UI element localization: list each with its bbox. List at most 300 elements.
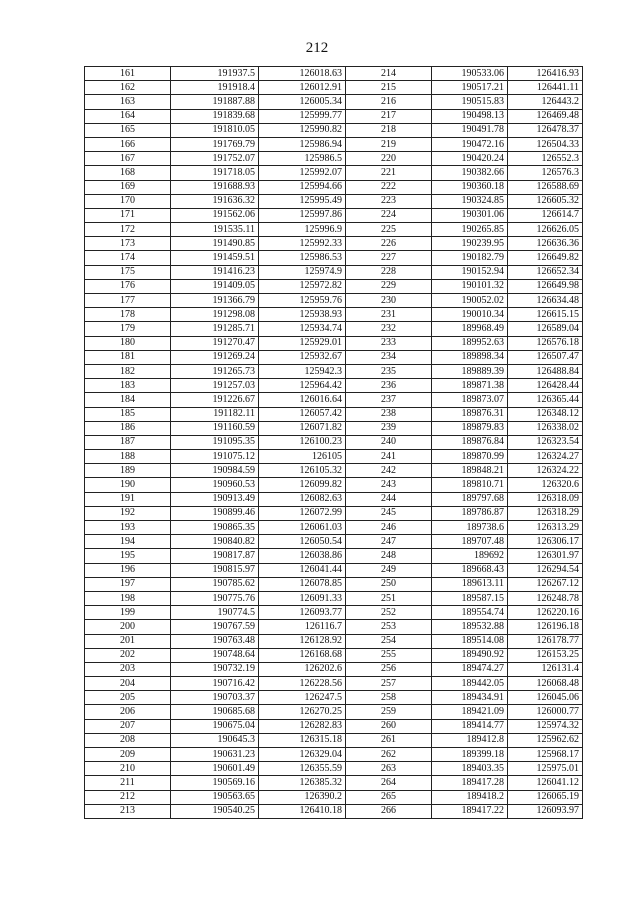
point-number-cell: 190 xyxy=(85,478,171,492)
y-coordinate-cell: 126443.2 xyxy=(508,95,583,109)
table-row xyxy=(85,265,583,279)
x-coordinate-cell: 190899.46 xyxy=(171,506,259,520)
point-number-cell: 174 xyxy=(85,251,171,265)
table-row xyxy=(85,464,583,478)
y-coordinate-cell: 126099.82 xyxy=(259,478,346,492)
table-row xyxy=(85,95,583,109)
point-number-cell: 265 xyxy=(346,790,432,804)
point-number-cell: 213 xyxy=(85,804,171,818)
x-coordinate-cell: 190472.16 xyxy=(432,137,508,151)
page-number: 212 xyxy=(305,40,329,56)
y-coordinate-cell: 126038.86 xyxy=(259,549,346,563)
point-number-cell: 223 xyxy=(346,194,432,208)
x-coordinate-cell: 190716.42 xyxy=(171,677,259,691)
table-row xyxy=(85,790,583,804)
y-coordinate-cell: 125986.53 xyxy=(259,251,346,265)
table-row xyxy=(85,407,583,421)
point-number-cell: 182 xyxy=(85,364,171,378)
table-row xyxy=(85,379,583,393)
x-coordinate-cell: 190774.5 xyxy=(171,606,259,620)
y-coordinate-cell: 126116.7 xyxy=(259,620,346,634)
point-number-cell: 259 xyxy=(346,705,432,719)
y-coordinate-cell: 126093.97 xyxy=(508,804,583,818)
y-coordinate-cell: 126649.82 xyxy=(508,251,583,265)
x-coordinate-cell: 191688.93 xyxy=(171,180,259,194)
point-number-cell: 230 xyxy=(346,294,432,308)
point-number-cell: 238 xyxy=(346,407,432,421)
x-coordinate-cell: 189474.27 xyxy=(432,662,508,676)
table-row xyxy=(85,535,583,549)
y-coordinate-cell: 126267.12 xyxy=(508,577,583,591)
y-coordinate-cell: 125959.76 xyxy=(259,294,346,308)
point-number-cell: 235 xyxy=(346,364,432,378)
y-coordinate-cell: 126091.33 xyxy=(259,591,346,605)
x-coordinate-cell: 190324.85 xyxy=(432,194,508,208)
y-coordinate-cell: 126355.59 xyxy=(259,762,346,776)
table-row xyxy=(85,322,583,336)
y-coordinate-cell: 126365.44 xyxy=(508,393,583,407)
x-coordinate-cell: 189797.68 xyxy=(432,492,508,506)
table-row xyxy=(85,662,583,676)
y-coordinate-cell: 126385.32 xyxy=(259,776,346,790)
y-coordinate-cell: 125995.49 xyxy=(259,194,346,208)
x-coordinate-cell: 189587.15 xyxy=(432,591,508,605)
table-row xyxy=(85,350,583,364)
x-coordinate-cell: 190265.85 xyxy=(432,223,508,237)
x-coordinate-cell: 191075.12 xyxy=(171,450,259,464)
x-coordinate-cell: 191918.4 xyxy=(171,81,259,95)
point-number-cell: 162 xyxy=(85,81,171,95)
point-number-cell: 180 xyxy=(85,336,171,350)
x-coordinate-cell: 190498.13 xyxy=(432,109,508,123)
x-coordinate-cell: 191562.06 xyxy=(171,208,259,222)
table-row xyxy=(85,435,583,449)
y-coordinate-cell: 125974.32 xyxy=(508,719,583,733)
x-coordinate-cell: 190913.49 xyxy=(171,492,259,506)
y-coordinate-cell: 126507.47 xyxy=(508,350,583,364)
x-coordinate-cell: 191269.24 xyxy=(171,350,259,364)
y-coordinate-cell: 126082.63 xyxy=(259,492,346,506)
table-row xyxy=(85,421,583,435)
y-coordinate-cell: 125992.07 xyxy=(259,166,346,180)
table-row xyxy=(85,776,583,790)
point-number-cell: 244 xyxy=(346,492,432,506)
y-coordinate-cell: 126282.83 xyxy=(259,719,346,733)
y-coordinate-cell: 126248.78 xyxy=(508,591,583,605)
table-row xyxy=(85,804,583,818)
x-coordinate-cell: 190152.94 xyxy=(432,265,508,279)
x-coordinate-cell: 191257.03 xyxy=(171,379,259,393)
x-coordinate-cell: 189421.09 xyxy=(432,705,508,719)
point-number-cell: 169 xyxy=(85,180,171,194)
table-row xyxy=(85,67,583,81)
x-coordinate-cell: 190052.02 xyxy=(432,294,508,308)
point-number-cell: 240 xyxy=(346,435,432,449)
x-coordinate-cell: 190685.68 xyxy=(171,705,259,719)
x-coordinate-cell: 191095.35 xyxy=(171,435,259,449)
table-row xyxy=(85,180,583,194)
table-row xyxy=(85,719,583,733)
point-number-cell: 242 xyxy=(346,464,432,478)
y-coordinate-cell: 126068.48 xyxy=(508,677,583,691)
table-row xyxy=(85,733,583,747)
table-row xyxy=(85,81,583,95)
y-coordinate-cell: 126323.54 xyxy=(508,435,583,449)
point-number-cell: 172 xyxy=(85,223,171,237)
table-row xyxy=(85,208,583,222)
table-row xyxy=(85,748,583,762)
point-number-cell: 236 xyxy=(346,379,432,393)
y-coordinate-cell: 126000.77 xyxy=(508,705,583,719)
y-coordinate-cell: 126016.64 xyxy=(259,393,346,407)
y-coordinate-cell: 126338.02 xyxy=(508,421,583,435)
table-row xyxy=(85,336,583,350)
table-row xyxy=(85,506,583,520)
x-coordinate-cell: 191226.67 xyxy=(171,393,259,407)
point-number-cell: 183 xyxy=(85,379,171,393)
x-coordinate-cell: 189418.2 xyxy=(432,790,508,804)
y-coordinate-cell: 126105 xyxy=(259,450,346,464)
x-coordinate-cell: 190763.48 xyxy=(171,634,259,648)
y-coordinate-cell: 126196.18 xyxy=(508,620,583,634)
x-coordinate-cell: 191459.51 xyxy=(171,251,259,265)
x-coordinate-cell: 190491.78 xyxy=(432,123,508,137)
x-coordinate-cell: 189786.87 xyxy=(432,506,508,520)
y-coordinate-cell: 126318.09 xyxy=(508,492,583,506)
y-coordinate-cell: 126065.19 xyxy=(508,790,583,804)
x-coordinate-cell: 190775.76 xyxy=(171,591,259,605)
y-coordinate-cell: 125968.17 xyxy=(508,748,583,762)
table-row xyxy=(85,591,583,605)
point-number-cell: 195 xyxy=(85,549,171,563)
point-number-cell: 237 xyxy=(346,393,432,407)
table-row xyxy=(85,308,583,322)
point-number-cell: 256 xyxy=(346,662,432,676)
x-coordinate-cell: 191769.79 xyxy=(171,137,259,151)
table-row xyxy=(85,137,583,151)
point-number-cell: 171 xyxy=(85,208,171,222)
point-number-cell: 205 xyxy=(85,691,171,705)
point-number-cell: 220 xyxy=(346,152,432,166)
x-coordinate-cell: 189889.39 xyxy=(432,364,508,378)
point-number-cell: 218 xyxy=(346,123,432,137)
x-coordinate-cell: 191810.05 xyxy=(171,123,259,137)
y-coordinate-cell: 126247.5 xyxy=(259,691,346,705)
y-coordinate-cell: 126614.7 xyxy=(508,208,583,222)
x-coordinate-cell: 191718.05 xyxy=(171,166,259,180)
table-row xyxy=(85,223,583,237)
x-coordinate-cell: 190840.82 xyxy=(171,535,259,549)
y-coordinate-cell: 126228.56 xyxy=(259,677,346,691)
x-coordinate-cell: 190517.21 xyxy=(432,81,508,95)
point-number-cell: 241 xyxy=(346,450,432,464)
y-coordinate-cell: 126093.77 xyxy=(259,606,346,620)
x-coordinate-cell: 189403.35 xyxy=(432,762,508,776)
y-coordinate-cell: 126131.4 xyxy=(508,662,583,676)
x-coordinate-cell: 190239.95 xyxy=(432,237,508,251)
point-number-cell: 167 xyxy=(85,152,171,166)
y-coordinate-cell: 126045.06 xyxy=(508,691,583,705)
x-coordinate-cell: 189532.88 xyxy=(432,620,508,634)
y-coordinate-cell: 126315.18 xyxy=(259,733,346,747)
y-coordinate-cell: 126652.34 xyxy=(508,265,583,279)
point-number-cell: 222 xyxy=(346,180,432,194)
y-coordinate-cell: 126220.16 xyxy=(508,606,583,620)
table-row xyxy=(85,237,583,251)
y-coordinate-cell: 126018.63 xyxy=(259,67,346,81)
x-coordinate-cell: 191409.05 xyxy=(171,279,259,293)
x-coordinate-cell: 189668.43 xyxy=(432,563,508,577)
y-coordinate-cell: 126057.42 xyxy=(259,407,346,421)
point-number-cell: 202 xyxy=(85,648,171,662)
x-coordinate-cell: 189848.21 xyxy=(432,464,508,478)
y-coordinate-cell: 126324.27 xyxy=(508,450,583,464)
y-coordinate-cell: 125986.5 xyxy=(259,152,346,166)
y-coordinate-cell: 126050.54 xyxy=(259,535,346,549)
point-number-cell: 194 xyxy=(85,535,171,549)
x-coordinate-cell: 190533.06 xyxy=(432,67,508,81)
x-coordinate-cell: 191160.59 xyxy=(171,421,259,435)
y-coordinate-cell: 125942.3 xyxy=(259,364,346,378)
x-coordinate-cell: 189613.11 xyxy=(432,577,508,591)
point-number-cell: 247 xyxy=(346,535,432,549)
table-row xyxy=(85,634,583,648)
x-coordinate-cell: 191265.73 xyxy=(171,364,259,378)
y-coordinate-cell: 126153.25 xyxy=(508,648,583,662)
y-coordinate-cell: 126313.29 xyxy=(508,521,583,535)
coordinates-table xyxy=(84,66,583,819)
y-coordinate-cell: 126416.93 xyxy=(508,67,583,81)
point-number-cell: 253 xyxy=(346,620,432,634)
point-number-cell: 176 xyxy=(85,279,171,293)
y-coordinate-cell: 125964.42 xyxy=(259,379,346,393)
y-coordinate-cell: 125992.33 xyxy=(259,237,346,251)
x-coordinate-cell: 191887.88 xyxy=(171,95,259,109)
y-coordinate-cell: 126428.44 xyxy=(508,379,583,393)
x-coordinate-cell: 191937.5 xyxy=(171,67,259,81)
x-coordinate-cell: 190569.16 xyxy=(171,776,259,790)
point-number-cell: 257 xyxy=(346,677,432,691)
point-number-cell: 246 xyxy=(346,521,432,535)
x-coordinate-cell: 191416.23 xyxy=(171,265,259,279)
y-coordinate-cell: 125986.94 xyxy=(259,137,346,151)
point-number-cell: 208 xyxy=(85,733,171,747)
point-number-cell: 252 xyxy=(346,606,432,620)
table-row xyxy=(85,152,583,166)
x-coordinate-cell: 189876.84 xyxy=(432,435,508,449)
y-coordinate-cell: 126576.3 xyxy=(508,166,583,180)
point-number-cell: 163 xyxy=(85,95,171,109)
x-coordinate-cell: 191490.85 xyxy=(171,237,259,251)
point-number-cell: 177 xyxy=(85,294,171,308)
x-coordinate-cell: 191535.11 xyxy=(171,223,259,237)
point-number-cell: 219 xyxy=(346,137,432,151)
table-row xyxy=(85,251,583,265)
y-coordinate-cell: 126605.32 xyxy=(508,194,583,208)
x-coordinate-cell: 190515.83 xyxy=(432,95,508,109)
point-number-cell: 185 xyxy=(85,407,171,421)
point-number-cell: 211 xyxy=(85,776,171,790)
x-coordinate-cell: 191366.79 xyxy=(171,294,259,308)
table-row xyxy=(85,166,583,180)
table-row xyxy=(85,492,583,506)
point-number-cell: 192 xyxy=(85,506,171,520)
x-coordinate-cell: 190301.06 xyxy=(432,208,508,222)
x-coordinate-cell: 189412.8 xyxy=(432,733,508,747)
x-coordinate-cell: 189810.71 xyxy=(432,478,508,492)
point-number-cell: 264 xyxy=(346,776,432,790)
x-coordinate-cell: 190703.37 xyxy=(171,691,259,705)
x-coordinate-cell: 190785.62 xyxy=(171,577,259,591)
x-coordinate-cell: 191839.68 xyxy=(171,109,259,123)
table-row xyxy=(85,109,583,123)
y-coordinate-cell: 126588.69 xyxy=(508,180,583,194)
y-coordinate-cell: 126626.05 xyxy=(508,223,583,237)
x-coordinate-cell: 189554.74 xyxy=(432,606,508,620)
x-coordinate-cell: 189417.22 xyxy=(432,804,508,818)
x-coordinate-cell: 190420.24 xyxy=(432,152,508,166)
table-row xyxy=(85,478,583,492)
y-coordinate-cell: 125972.82 xyxy=(259,279,346,293)
table-row xyxy=(85,691,583,705)
point-number-cell: 216 xyxy=(346,95,432,109)
x-coordinate-cell: 190675.04 xyxy=(171,719,259,733)
x-coordinate-cell: 189870.99 xyxy=(432,450,508,464)
table-row xyxy=(85,194,583,208)
point-number-cell: 189 xyxy=(85,464,171,478)
y-coordinate-cell: 126390.2 xyxy=(259,790,346,804)
point-number-cell: 249 xyxy=(346,563,432,577)
point-number-cell: 233 xyxy=(346,336,432,350)
y-coordinate-cell: 125938.93 xyxy=(259,308,346,322)
y-coordinate-cell: 126589.04 xyxy=(508,322,583,336)
x-coordinate-cell: 191182.11 xyxy=(171,407,259,421)
y-coordinate-cell: 126320.6 xyxy=(508,478,583,492)
x-coordinate-cell: 189434.91 xyxy=(432,691,508,705)
point-number-cell: 243 xyxy=(346,478,432,492)
point-number-cell: 251 xyxy=(346,591,432,605)
x-coordinate-cell: 190101.32 xyxy=(432,279,508,293)
point-number-cell: 203 xyxy=(85,662,171,676)
y-coordinate-cell: 125932.67 xyxy=(259,350,346,364)
x-coordinate-cell: 190732.19 xyxy=(171,662,259,676)
point-number-cell: 175 xyxy=(85,265,171,279)
point-number-cell: 161 xyxy=(85,67,171,81)
table-row xyxy=(85,762,583,776)
y-coordinate-cell: 125990.82 xyxy=(259,123,346,137)
x-coordinate-cell: 189738.6 xyxy=(432,521,508,535)
point-number-cell: 196 xyxy=(85,563,171,577)
x-coordinate-cell: 189898.34 xyxy=(432,350,508,364)
y-coordinate-cell: 126410.18 xyxy=(259,804,346,818)
point-number-cell: 188 xyxy=(85,450,171,464)
y-coordinate-cell: 125999.77 xyxy=(259,109,346,123)
point-number-cell: 214 xyxy=(346,67,432,81)
x-coordinate-cell: 190748.64 xyxy=(171,648,259,662)
y-coordinate-cell: 126005.34 xyxy=(259,95,346,109)
x-coordinate-cell: 189879.83 xyxy=(432,421,508,435)
table-row xyxy=(85,563,583,577)
y-coordinate-cell: 126168.68 xyxy=(259,648,346,662)
table-row xyxy=(85,450,583,464)
point-number-cell: 187 xyxy=(85,435,171,449)
x-coordinate-cell: 189692 xyxy=(432,549,508,563)
x-coordinate-cell: 191270.47 xyxy=(171,336,259,350)
point-number-cell: 184 xyxy=(85,393,171,407)
point-number-cell: 229 xyxy=(346,279,432,293)
y-coordinate-cell: 126301.97 xyxy=(508,549,583,563)
table-row xyxy=(85,123,583,137)
y-coordinate-cell: 126348.12 xyxy=(508,407,583,421)
y-coordinate-cell: 126071.82 xyxy=(259,421,346,435)
point-number-cell: 200 xyxy=(85,620,171,634)
x-coordinate-cell: 190815.97 xyxy=(171,563,259,577)
table-row xyxy=(85,279,583,293)
y-coordinate-cell: 126552.3 xyxy=(508,152,583,166)
x-coordinate-cell: 190360.18 xyxy=(432,180,508,194)
point-number-cell: 166 xyxy=(85,137,171,151)
point-number-cell: 168 xyxy=(85,166,171,180)
x-coordinate-cell: 190960.53 xyxy=(171,478,259,492)
table-row xyxy=(85,521,583,535)
y-coordinate-cell: 125997.86 xyxy=(259,208,346,222)
y-coordinate-cell: 125994.66 xyxy=(259,180,346,194)
point-number-cell: 181 xyxy=(85,350,171,364)
point-number-cell: 224 xyxy=(346,208,432,222)
y-coordinate-cell: 125975.01 xyxy=(508,762,583,776)
y-coordinate-cell: 126441.11 xyxy=(508,81,583,95)
table-row xyxy=(85,549,583,563)
x-coordinate-cell: 189490.92 xyxy=(432,648,508,662)
y-coordinate-cell: 126329.04 xyxy=(259,748,346,762)
x-coordinate-cell: 191636.32 xyxy=(171,194,259,208)
point-number-cell: 255 xyxy=(346,648,432,662)
y-coordinate-cell: 125996.9 xyxy=(259,223,346,237)
point-number-cell: 207 xyxy=(85,719,171,733)
point-number-cell: 234 xyxy=(346,350,432,364)
x-coordinate-cell: 189514.08 xyxy=(432,634,508,648)
x-coordinate-cell: 189399.18 xyxy=(432,748,508,762)
x-coordinate-cell: 189952.63 xyxy=(432,336,508,350)
y-coordinate-cell: 126634.48 xyxy=(508,294,583,308)
y-coordinate-cell: 126072.99 xyxy=(259,506,346,520)
y-coordinate-cell: 125929.01 xyxy=(259,336,346,350)
y-coordinate-cell: 125934.74 xyxy=(259,322,346,336)
table-row xyxy=(85,648,583,662)
point-number-cell: 254 xyxy=(346,634,432,648)
point-number-cell: 209 xyxy=(85,748,171,762)
x-coordinate-cell: 189968.49 xyxy=(432,322,508,336)
x-coordinate-cell: 189873.07 xyxy=(432,393,508,407)
x-coordinate-cell: 190984.59 xyxy=(171,464,259,478)
table-row xyxy=(85,677,583,691)
x-coordinate-cell: 190540.25 xyxy=(171,804,259,818)
table-row xyxy=(85,705,583,719)
y-coordinate-cell: 126324.22 xyxy=(508,464,583,478)
table-row xyxy=(85,294,583,308)
point-number-cell: 232 xyxy=(346,322,432,336)
x-coordinate-cell: 191285.71 xyxy=(171,322,259,336)
point-number-cell: 179 xyxy=(85,322,171,336)
point-number-cell: 201 xyxy=(85,634,171,648)
x-coordinate-cell: 190767.59 xyxy=(171,620,259,634)
point-number-cell: 215 xyxy=(346,81,432,95)
x-coordinate-cell: 190817.87 xyxy=(171,549,259,563)
x-coordinate-cell: 189871.38 xyxy=(432,379,508,393)
point-number-cell: 263 xyxy=(346,762,432,776)
y-coordinate-cell: 126061.03 xyxy=(259,521,346,535)
table-row xyxy=(85,577,583,591)
